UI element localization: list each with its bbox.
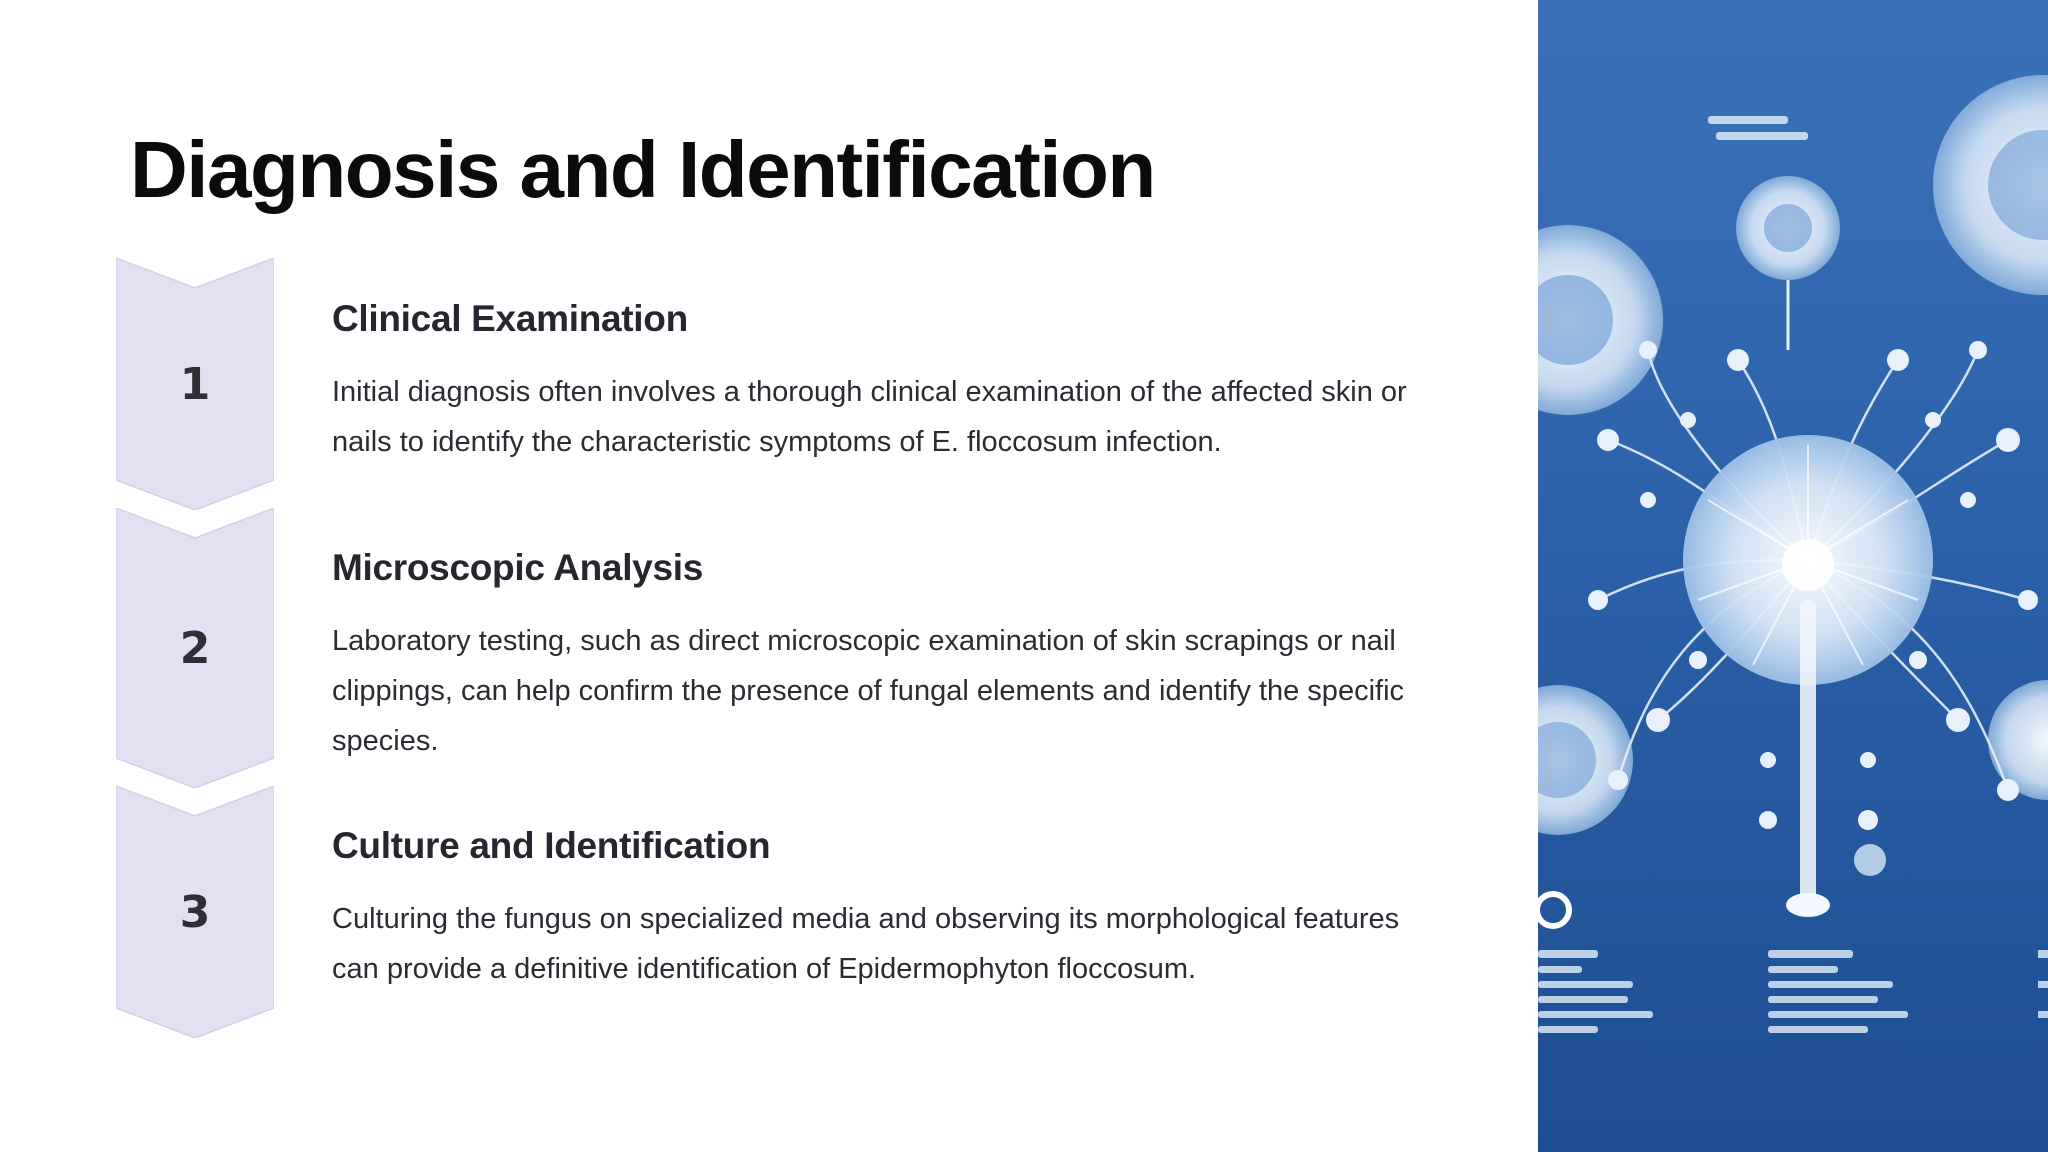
step-3-chevron	[116, 786, 274, 1038]
step-3-body: Culturing the fungus on specialized media and observing its morphological features can provide a definitive identification of Epidermophyton floccosum.	[332, 903, 1400, 985]
step-1-heading: Clinical Examination	[332, 298, 688, 339]
step-1-body: Initial diagnosis often involves a thorough clinical examination of the affected skin or nails to identify the characteristic symptoms of E. floccosum infection.	[332, 376, 1407, 458]
step-1-chevron	[116, 258, 274, 510]
step-2-heading: Microscopic Analysis	[332, 547, 703, 588]
step-2-number: 2	[179, 623, 211, 674]
step-2-chevron	[116, 508, 274, 788]
step-1-number: 1	[179, 359, 211, 410]
step-3-heading: Culture and Identification	[332, 825, 771, 866]
step-2-body: Laboratory testing, such as direct microscopic examination of skin scrapings or nail clippings, can help confirm the presence of fungal elements and identify the specific species.	[332, 625, 1405, 757]
step-3-number: 3	[179, 887, 211, 938]
fungus-illustration	[1538, 0, 2048, 1152]
slide-title: Diagnosis and Identification	[130, 125, 1155, 214]
